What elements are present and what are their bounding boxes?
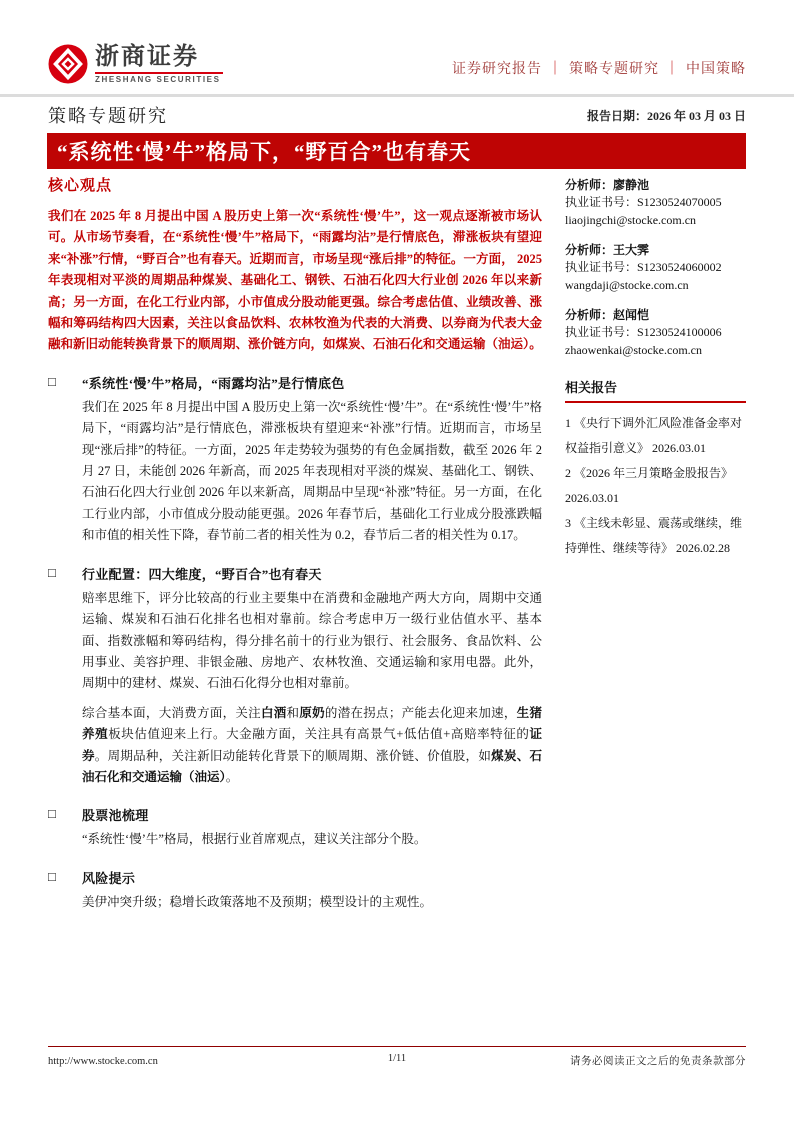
- main-column: [48, 174, 542, 921]
- report-title-bar: [47, 133, 746, 169]
- footer-disclaimer: 请务必阅读正文之后的免责条款部分: [570, 1056, 746, 1067]
- core-viewpoint-summary: 我们在 2025 年 8 月提出中国 A 股历史上第一次“系统性‘慢’牛”，这一观点逐渐被市场认可。从市场节奏看，在“系统性‘慢’牛”格局下，“雨露均沾”是行情底色，滞涨板块有望迎来“补涨”行情，“野百合”也有春天。近期而言，市场呈现“涨后排”的特征。一方面， 2025 年表现相对平淡的周期品种煤炭、基础化工、钢铁、石油石化四大行业创 2026 年以来新高；另一方面，在化工行业内部，小市值成分股动能更强。综合考虑估值、业绩改善、涨幅和筹码结构四大因素，关注以食品饮料、农林牧渔为代表的大消费、以券商为代表大金融和新旧动能转换背景下的顺周期、涨价链方向，如煤炭、石油石化和交通运输（油运）。: [48, 209, 542, 352]
- section-heading: “系统性‘慢’牛”格局，“雨露均沾”是行情底色: [82, 375, 345, 391]
- analyst-name: 分析师：王大霁: [565, 243, 650, 257]
- logo-en-text: ZHESHANG SECURITIES: [95, 74, 221, 84]
- zheshang-logo: [48, 44, 223, 84]
- zheshang-logo-icon: [48, 44, 88, 84]
- analyst-license: 执业证书号：S1230524070005: [565, 195, 722, 209]
- content: [48, 174, 746, 930]
- analyst-name: 分析师：赵闻恺: [565, 308, 650, 322]
- core-viewpoint-heading: 核心观点: [48, 178, 113, 194]
- section-slow-bull: [48, 373, 542, 555]
- analyst-name: 分析师：廖静池: [565, 178, 650, 192]
- section-paragraph: “系统性‘慢’牛”格局，根据行业首席观点，建议关注部分个股。: [82, 832, 427, 847]
- header-divider: [0, 94, 794, 97]
- sidebar: [565, 177, 746, 561]
- section-paragraph: 赔率思维下，评分比较高的行业主要集中在消费和金融地产两大方向，周期中交通运输、煤炭和石油石化排名也相对靠前。综合考虑申万一级行业估值水平、基本面、指数涨幅和筹码结构，得分排名前十的行业为银行、社会服务、食品饮料、公用事业、美容护理、非银金融、房地产、农林牧渔、交通运输和家用电器。此外，周期中的建材、煤炭、石油石化得分也相对靠前。: [82, 590, 542, 691]
- analyst-email-link[interactable]: wangdaji@stocke.com.cn: [565, 278, 689, 292]
- related-report-link[interactable]: 1 《央行下调外汇风险准备金率对权益指引意义》 2026.03.01: [565, 416, 743, 455]
- square-bullet-icon: □: [48, 564, 56, 580]
- footer: [48, 1046, 746, 1068]
- analyst-email-link[interactable]: liaojingchi@stocke.com.cn: [565, 213, 697, 227]
- section-paragraph: 美伊冲突升级；稳增长政策落地不及预期；模型设计的主观性。: [82, 894, 433, 909]
- header: [48, 44, 746, 94]
- analyst-license: 执业证书号：S1230524100006: [565, 325, 722, 339]
- breadcrumb-item-category: 中国策略: [686, 62, 746, 77]
- related-report-link[interactable]: 3 《主线未彰显、震荡或继续，维持弹性、继续等待》 2026.02.28: [565, 516, 743, 555]
- analyst-block: [565, 307, 746, 359]
- section-paragraph: 我们在 2025 年 8 月提出中国 A 股历史上第一次“系统性‘慢’牛”。在“系统性‘慢’牛”格局下，“雨露均沾”是行情底色，滞涨板块有望迎来“补涨”行情。近期而言，市场呈现“涨后排”的特征。一方面，2025 年走势较为强势的有色金属指数，截至 2026 年 2 月 27 日，未能创 2026 年新高，而 2025 年表现相对平淡的煤炭、基础化工、钢铁、石油石化四大行业创 2026 年以来新高，周期品中呈现“补涨”特征。另一方面，在化工行业内部，小市值成分股动能更强。2026 年春节后，基础化工行业成分股涨跌幅和市值的相关性下降，春节前二者的相关性为 0.2，春节后二者的相关性为 0.17。: [82, 399, 542, 543]
- breadcrumb-item-report-type: 证券研究报告: [452, 62, 542, 77]
- analyst-license: 执业证书号：S1230524060002: [565, 260, 722, 274]
- section-stock-pool: [48, 805, 542, 858]
- logo-cn-text: 浙商证券: [95, 42, 199, 70]
- breadcrumb-separator: ｜: [548, 62, 563, 77]
- related-reports: [565, 377, 746, 561]
- breadcrumb-separator: ｜: [665, 62, 680, 77]
- series-row: [48, 99, 746, 131]
- report-series-label: 策略专题研究: [48, 106, 168, 126]
- square-bullet-icon: □: [48, 806, 56, 822]
- analyst-email-link[interactable]: zhaowenkai@stocke.com.cn: [565, 343, 702, 357]
- logo-divider: [95, 72, 223, 74]
- section-heading: 行业配置：四大维度，“野百合”也有春天: [82, 566, 322, 582]
- breadcrumb-item-series: 策略专题研究: [569, 62, 659, 77]
- page-number: 1/11: [387, 1053, 407, 1064]
- square-bullet-icon: □: [48, 868, 56, 884]
- analyst-block: [565, 177, 746, 229]
- page-title: “系统性‘慢’牛”格局下，“野百合”也有春天: [57, 140, 471, 164]
- section-heading: 风险提示: [82, 870, 136, 886]
- breadcrumb: [452, 58, 746, 78]
- section-industry-allocation: [48, 564, 542, 797]
- related-reports-heading: 相关报告: [565, 377, 746, 403]
- related-report-link[interactable]: 2 《2026 年三月策略金股报告》 2026.03.01: [565, 466, 734, 505]
- square-bullet-icon: □: [48, 373, 56, 389]
- report-date: 报告日期：2026 年 03 月 03 日: [586, 108, 746, 123]
- section-heading: 股票池梳理: [82, 808, 149, 824]
- section-risk-warning: [48, 868, 542, 921]
- analyst-block: [565, 242, 746, 294]
- section-paragraph-emphasis: 综合基本面，大消费方面，关注白酒和原奶的潜在拐点；产能去化迎来加速，生猪养殖板块估值迎来上行。大金融方面，关注具有高景气+低估值+高赔率特征的证券。周期品种，关注新旧动能转化背景下的顺周期、涨价链、价值股，如煤炭、石油石化和交通运输（油运）。: [82, 705, 542, 784]
- footer-website-link[interactable]: http://www.stocke.com.cn: [48, 1056, 158, 1067]
